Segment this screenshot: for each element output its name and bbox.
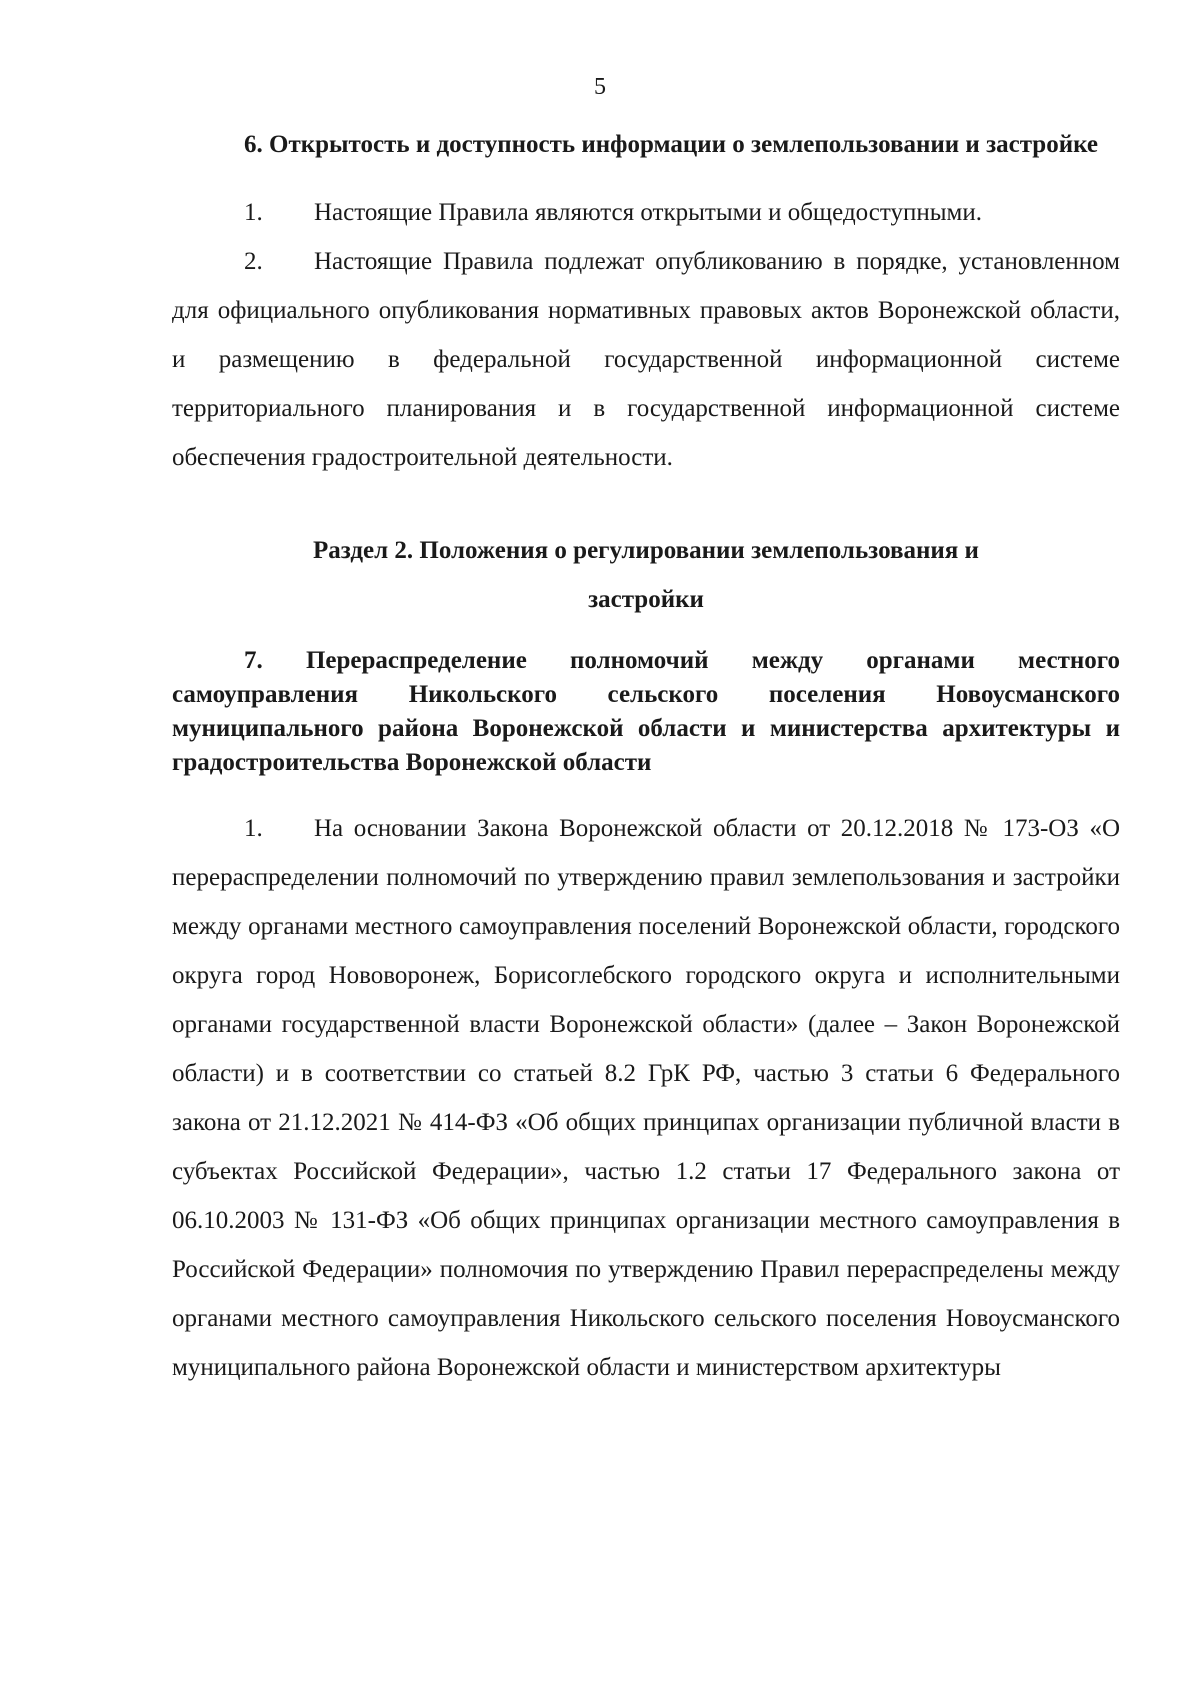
item-number: 2. [244,248,263,275]
page-content [172,128,1120,1392]
article-6-heading: 6. Открытость и доступность информации о землепользовании и застройке [244,131,1098,158]
article-7-heading: 7. Перераспределение полномочий между органами местного самоуправления Никольского сельского поселения Новоусманского муниципального района Воронежской области и министерства архитектуры и градостроительства Воронежской области [172,647,1120,776]
page-number: 5 [594,74,606,100]
section-2-title-line-1: Раздел 2. Положения о регулировании землепользования и [313,537,979,564]
item-text: На основании Закона Воронежской области от 20.12.2018 № 173-ОЗ «О перераспределении полномочий по утверждению правил землепользования и застройки между органами местного самоуправления поселений Воронежской области, городского округа город Нововоронеж, Борисоглебского городского округа и исполнительными органами государственной власти Воронежской области» (далее – Закон Воронежской области) и в соответствии со статьей 8.2 ГрК РФ, частью 3 статьи 6 Федерального закона от 21.12.2021 № 414-ФЗ «Об общих принципах организации публичной власти в субъектах Российской Федерации», частью 1.2 статьи 17 Федерального закона от 06.10.2003 № 131-ФЗ «Об общих принципах организации местного самоуправления в Российской Федерации» полномочия по утверждению Правил перераспределены между органами местного самоуправления Никольского сельского поселения Новоусманского муниципального района Воронежской области и министерством архитектуры [172,815,1120,1381]
item-number: 1. [244,815,263,842]
item-text: Настоящие Правила подлежат опубликованию в порядке, установленном для официального опубликования нормативных правовых актов Воронежской области, и размещению в федеральной государственной информационной системе территориального планирования и в государственной информационной системе обеспечения градостроительной деятельности. [172,248,1120,471]
article-6-item-2 [172,237,1120,482]
article-7-item-1 [172,804,1120,1392]
article-6-item-1 [172,188,1120,237]
item-number: 1. [244,199,263,226]
section-2-title-line-2: застройки [588,586,704,613]
item-text: Настоящие Правила являются открытыми и общедоступными. [314,199,982,226]
